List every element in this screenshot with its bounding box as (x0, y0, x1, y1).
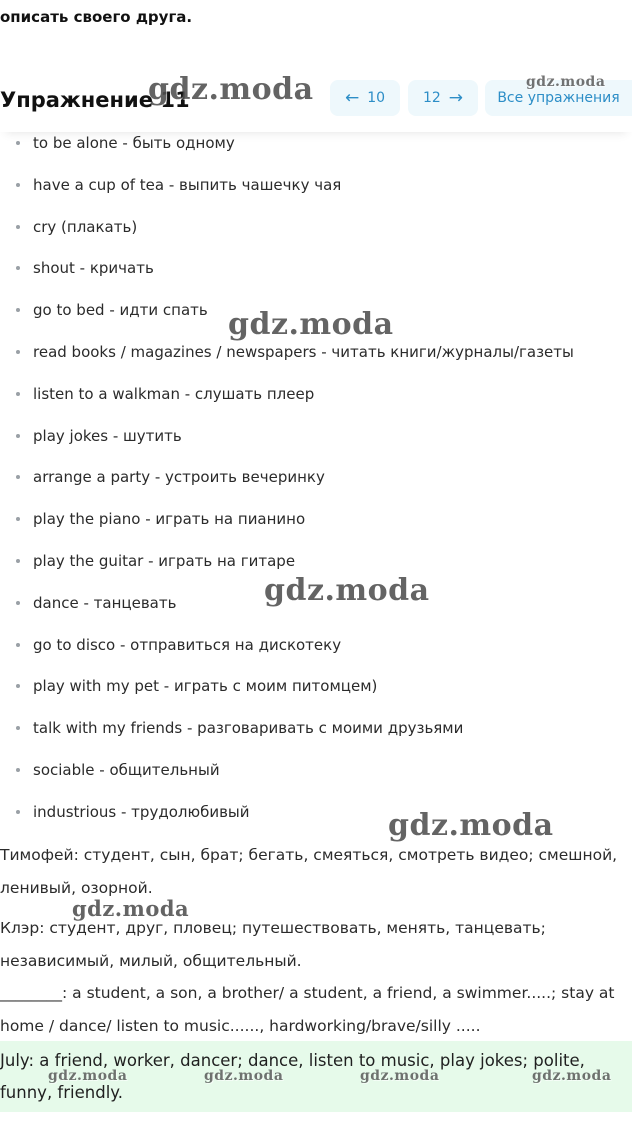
bullet-icon (16, 559, 20, 563)
bullet-icon (16, 141, 20, 145)
arrow-left-icon: ← (344, 88, 360, 108)
list-item-text: to be alone - быть одному (33, 134, 235, 152)
list-item-text: industrious - трудолюбивый (33, 802, 250, 821)
bullet-icon (16, 517, 20, 521)
bullet-icon (16, 183, 20, 187)
list-item-text: play jokes - шутить (33, 426, 182, 445)
list-item-text: play with my pet - играть с моим питомцем) (33, 677, 378, 696)
list-item (0, 172, 632, 214)
arrow-right-icon: → (448, 88, 464, 108)
template-paragraph: ________: a student, a son, a brother/ a student, a friend, a swimmer.....; stay at home / dance/ listen to music......, hardworking/brave/silly ..... (0, 984, 615, 1035)
watermark: gdz.moda (264, 573, 430, 608)
watermark: gdz.moda (204, 1068, 284, 1084)
bullet-icon (16, 601, 20, 605)
list-item-text: arrange a party - устроить вечеринку (33, 468, 325, 487)
list-item-text: listen to a walkman - слушать плеер (33, 384, 315, 403)
bullet-icon (16, 266, 20, 270)
watermark: gdz.moda (388, 808, 554, 843)
bullet-icon (16, 643, 20, 647)
bullet-icon (16, 726, 20, 730)
list-item (0, 673, 632, 715)
list-item (0, 423, 632, 465)
bullet-icon (16, 475, 20, 479)
list-item-text: sociable - общительный (33, 760, 220, 779)
prev-exercise-label: 10 (367, 90, 386, 106)
watermark: gdz.moda (72, 896, 190, 921)
bullet-icon (16, 392, 20, 396)
list-item (0, 632, 632, 674)
bullet-icon (16, 350, 20, 354)
watermark: gdz.moda (48, 1068, 128, 1084)
watermark: gdz.moda (148, 72, 314, 107)
previous-text-line: описать своего друга. (0, 8, 193, 26)
timofey-paragraph: Тимофей: студент, сын, брат; бегать, смеяться, смотреть видео; смешной, ленивый, озорной. (0, 846, 618, 897)
list-item-text: dance - танцевать (33, 593, 177, 612)
list-item-text: go to bed - идти спать (33, 301, 208, 320)
list-item (0, 130, 632, 172)
list-item (0, 464, 632, 506)
bullet-icon (16, 810, 20, 814)
bullet-icon (16, 768, 20, 772)
watermark: gdz.moda (526, 74, 606, 90)
list-item-text: have a cup of tea - выпить чашечку чая (33, 175, 342, 194)
list-item-text: go to disco - отправиться на дискотеку (33, 635, 342, 654)
next-exercise-label: 12 (422, 90, 441, 106)
list-item (0, 757, 632, 799)
bullet-icon (16, 684, 20, 688)
list-item (0, 339, 632, 381)
list-item-text: play the piano - играть на пианино (33, 510, 306, 529)
vocabulary-list (0, 130, 632, 841)
list-item-text: read books / magazines / newspapers - читать книги/журналы/газеты (33, 342, 574, 361)
bullet-icon (16, 225, 20, 229)
list-item-text: play the guitar - играть на гитаре (33, 551, 296, 570)
previous-text (0, 0, 632, 40)
list-item (0, 381, 632, 423)
list-item-text: shout - кричать (33, 259, 154, 278)
clare-paragraph: Клэр: студент, друг, пловец; путешествовать, менять, танцевать; независимый, милый, общительный. (0, 919, 546, 970)
list-item (0, 506, 632, 548)
watermark: gdz.moda (532, 1068, 612, 1084)
all-exercises-label: Все упражнения (497, 90, 620, 106)
prev-exercise-button[interactable] (330, 80, 400, 116)
bullet-icon (16, 308, 20, 312)
watermark: gdz.moda (228, 307, 394, 342)
list-item (0, 255, 632, 297)
answer-text: July: a friend, worker, dancer; dance, listen to music, play jokes; polite, funny, friendly. (0, 1051, 585, 1102)
bullet-icon (16, 434, 20, 438)
list-item (0, 715, 632, 757)
page-title: Упражнение 11 (0, 88, 190, 112)
watermark: gdz.moda (360, 1068, 440, 1084)
list-item-text: talk with my friends - разговаривать с моими друзьями (33, 719, 464, 738)
list-item-text: cry (плакать) (33, 217, 138, 236)
list-item (0, 214, 632, 256)
next-exercise-button[interactable] (408, 80, 478, 116)
